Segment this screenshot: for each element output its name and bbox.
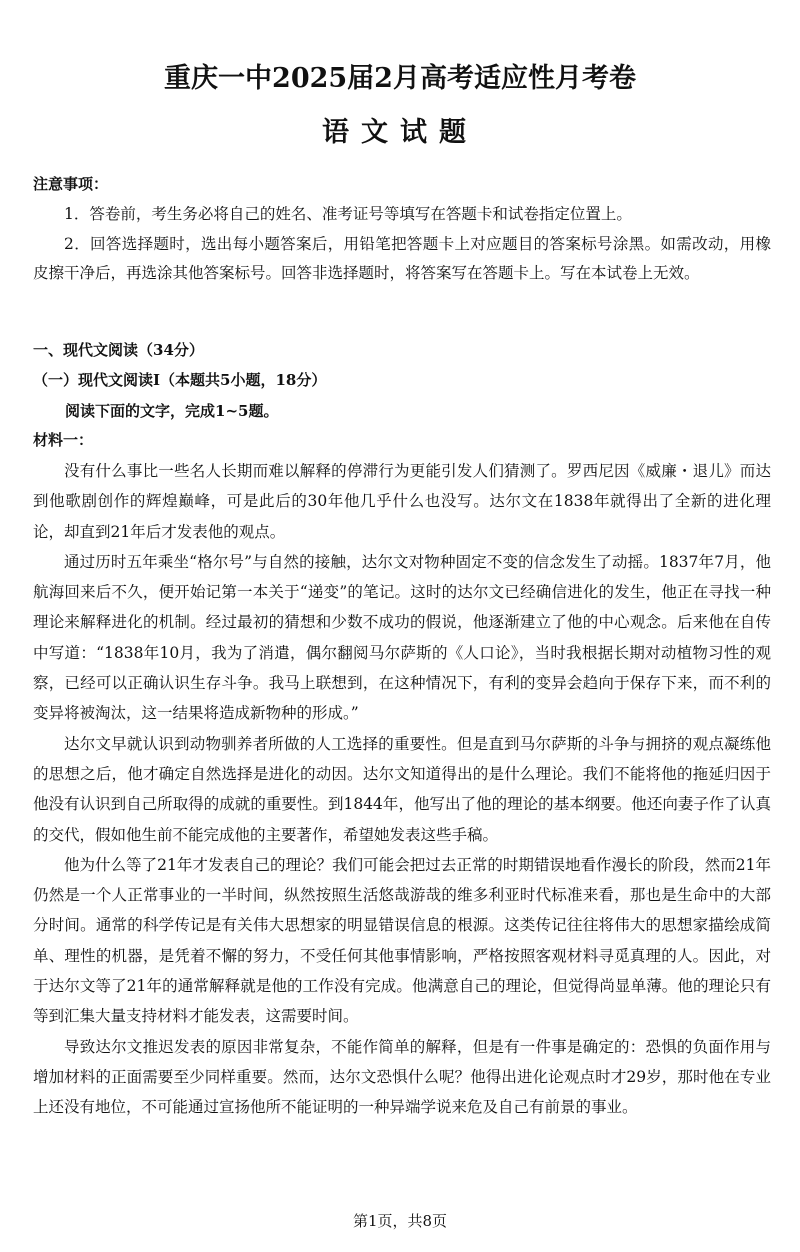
paragraph: 达尔文早就认识到动物驯养者所做的人工选择的重要性。但是直到马尔萨斯的斗争与拥挤的观点凝练他的思想之后，他才确定自然选择是进化的动因。达尔文知道得出的是什么理论。我们不能将他的拖延归因于他没有认识到自己所取得的成就的重要性。到1844年，他写出了他的理论的基本纲要。他还向妻子作了认真的交代，假如他生前不能完成他的主要著作，希望她发表这些手稿。 [33, 734, 771, 844]
exam-title: 重庆一中2025届2月高考适应性月考卷 [164, 63, 636, 94]
paragraph: 他为什么等了21年才发表自己的理论？我们可能会把过去正常的时期错误地看作漫长的阶段，然而21年仍然是一个人正常事业的一半时间，纵然按照生活悠哉游哉的维多利亚时代标准来看，那也是生命中的大部分时间。通常的科学传记是有关伟大思想家的明显错误信息的根源。这类传记往往将伟大的思想家描绘成简单、理性的机器，是凭着不懈的努力，不受任何其他事情影响，严格按照客观材料寻觅真理的人。因此，对于达尔文等了21年的通常解释就是他的工作没有完成。他满意自己的理论，但觉得尚显单薄。他的理论只有等到汇集大量支持材料才能发表，这需要时间。 [33, 855, 771, 1026]
paragraph: 导致达尔文推迟发表的原因非常复杂，不能作简单的解释，但是有一件事是确定的：恐惧的负面作用与增加材料的正面需要至少同样重要。然而，达尔文恐惧什么呢？他得出进化论观点时才29岁，那时他在专业上还没有地位，不可能通过宣扬他所不能证明的一种异端学说来危及自己有前景的事业。 [33, 1037, 771, 1117]
page-number: 第1页，共8页 [352, 1212, 448, 1230]
paragraph: 没有什么事比一些名人长期而难以解释的停滞行为更能引发人们猜测了。罗西尼因《威廉・退儿》而达到他歌剧创作的辉煌巅峰，可是此后的30年他几乎什么也没写。达尔文在1838年就得出了全新的进化理论，却直到21年后才发表他的观点。 [33, 462, 771, 541]
exam-subject: 语文试题 [322, 117, 478, 148]
note-item-1: 1．答卷前，考生务必将自己的姓名、准考证号等填写在答题卡和试卷指定位置上。 [64, 205, 632, 223]
reading-instruction: 阅读下面的文字，完成1~5题。 [65, 402, 279, 420]
section-subheading: （一）现代文阅读Ⅰ（本题共5小题，18分） [33, 371, 327, 389]
note-item-2: 2．回答选择题时，选出每小题答案后，用铅笔把答题卡上对应题目的答案标号涂黑。如需改动，用橡皮擦干净后，再选涂其他答案标号。回答非选择题时，将答案写在答题卡上。写在本试卷上无效。 [33, 235, 771, 282]
notes-heading: 注意事项： [33, 175, 109, 193]
paragraph: 通过历时五年乘坐“格尔号”与自然的接触，达尔文对物种固定不变的信念发生了动摇。1837年7月，他航海回来后不久，便开始记第一本关于“递变”的笔记。这时的达尔文已经确信进化的发生，他正在寻找一种理论来解释进化的机制。经过最初的猜想和少数不成功的假说，他逐渐建立了他的中心观念。后来他在自传中写道：“1838年10月，我为了消遣，偶尔翻阅马尔萨斯的《人口论》，当时我根据长期对动植物习性的观察，已经可以正确认识生存斗争。我马上联想到，在这种情况下，有利的变异会趋向于保存下来，而不利的变异将被淘汰，这一结果将造成新物种的形成。” [33, 552, 771, 723]
material-label: 材料一： [33, 431, 94, 449]
section-heading: 一、现代文阅读（34分） [33, 341, 204, 359]
material-text [33, 456, 771, 1123]
